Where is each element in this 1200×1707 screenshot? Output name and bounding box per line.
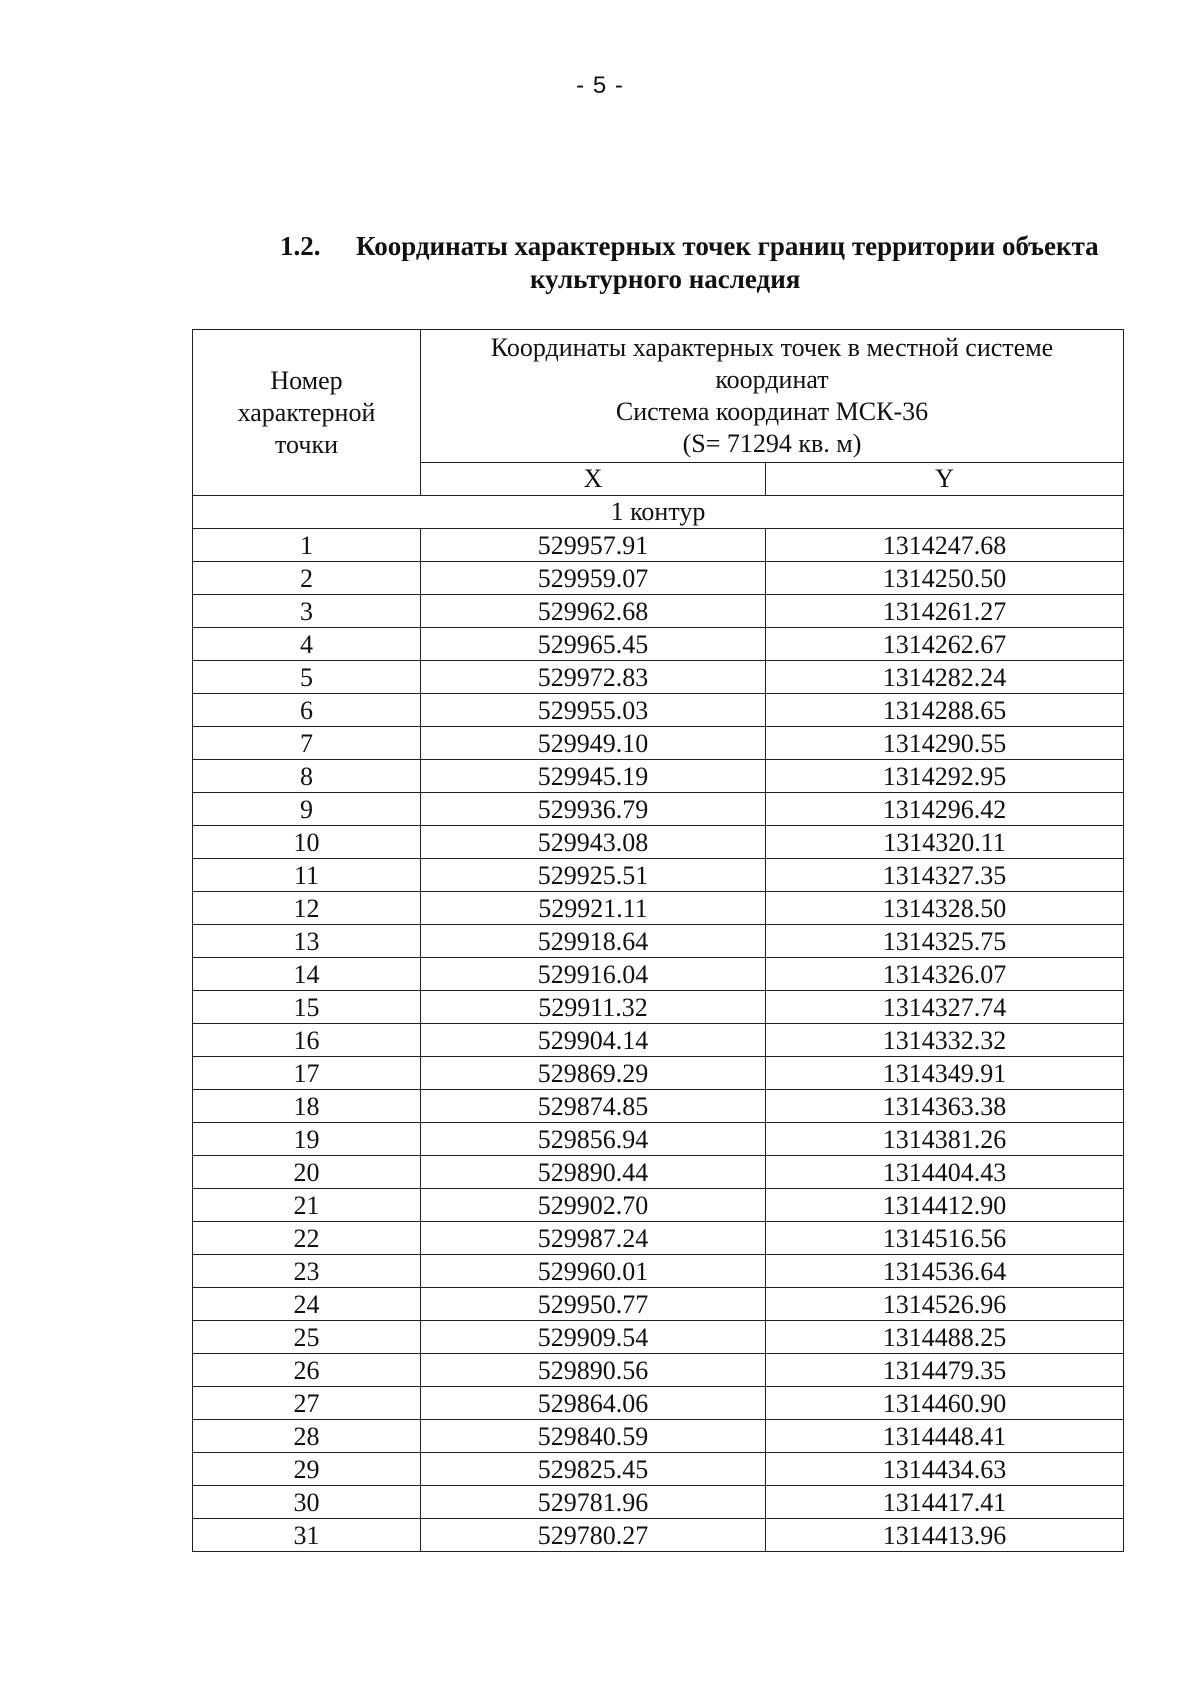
x-coordinate-cell: 529950.77: [421, 1288, 766, 1321]
coordinates-table: [192, 329, 1124, 1552]
point-number-cell: 26: [193, 1354, 421, 1387]
y-coordinate-cell: 1314325.75: [766, 925, 1124, 958]
point-number-cell: 21: [193, 1189, 421, 1222]
table-row: [193, 958, 1124, 991]
point-number-cell: 16: [193, 1024, 421, 1057]
point-number-cell: 23: [193, 1255, 421, 1288]
point-number-cell: 22: [193, 1222, 421, 1255]
x-coordinate-cell: 529949.10: [421, 727, 766, 760]
table-row: [193, 991, 1124, 1024]
x-coordinate-cell: 529890.56: [421, 1354, 766, 1387]
x-coordinate-cell: 529921.11: [421, 892, 766, 925]
coordinates-header-line: Координаты характерных точек в местной системе: [490, 333, 1054, 362]
point-number-cell: 13: [193, 925, 421, 958]
point-number-cell: 2: [193, 562, 421, 595]
page-number: - 5 -: [576, 72, 624, 99]
table-row: [193, 826, 1124, 859]
y-coordinate-cell: 1314320.11: [766, 826, 1124, 859]
coordinates-header-line: координат: [715, 365, 829, 394]
y-coordinate-cell: 1314479.35: [766, 1354, 1124, 1387]
contour-row: [193, 496, 1124, 529]
point-number-header-line: характерной: [237, 397, 376, 427]
point-number-cell: 31: [193, 1519, 421, 1552]
x-coordinate-cell: 529911.32: [421, 991, 766, 1024]
y-coordinate-cell: 1314516.56: [766, 1222, 1124, 1255]
table-row: [193, 727, 1124, 760]
y-coordinate-cell: 1314526.96: [766, 1288, 1124, 1321]
point-number-cell: 1: [193, 529, 421, 562]
point-number-cell: 30: [193, 1486, 421, 1519]
point-number-cell: 3: [193, 595, 421, 628]
table-row: [193, 1189, 1124, 1222]
x-coordinate-cell: 529825.45: [421, 1453, 766, 1486]
contour-label: 1 контур: [193, 496, 1124, 529]
y-coordinate-cell: 1314327.35: [766, 859, 1124, 892]
table-row: [193, 694, 1124, 727]
point-number-cell: 25: [193, 1321, 421, 1354]
y-coordinate-cell: 1314327.74: [766, 991, 1124, 1024]
y-coordinate-cell: 1314460.90: [766, 1387, 1124, 1420]
point-number-cell: 24: [193, 1288, 421, 1321]
table-row: [193, 1486, 1124, 1519]
table-row: [193, 1156, 1124, 1189]
point-number-cell: 4: [193, 628, 421, 661]
section-number: 1.2.: [280, 231, 321, 261]
table-row: [193, 1519, 1124, 1552]
x-coordinate-cell: 529925.51: [421, 859, 766, 892]
x-coordinate-cell: 529856.94: [421, 1123, 766, 1156]
point-number-cell: 10: [193, 826, 421, 859]
table-row: [193, 925, 1124, 958]
x-coordinate-cell: 529904.14: [421, 1024, 766, 1057]
table-row: [193, 1255, 1124, 1288]
table-row: [193, 562, 1124, 595]
y-coordinate-cell: 1314250.50: [766, 562, 1124, 595]
x-coordinate-cell: 529959.07: [421, 562, 766, 595]
point-number-cell: 9: [193, 793, 421, 826]
x-coordinate-cell: 529864.06: [421, 1387, 766, 1420]
x-coordinate-cell: 529874.85: [421, 1090, 766, 1123]
point-number-cell: 17: [193, 1057, 421, 1090]
x-coordinate-cell: 529902.70: [421, 1189, 766, 1222]
point-number-header-line: Номер: [270, 365, 343, 395]
point-number-cell: 8: [193, 760, 421, 793]
table-row: [193, 892, 1124, 925]
table-row: [193, 793, 1124, 826]
point-number-cell: 15: [193, 991, 421, 1024]
y-coordinate-cell: 1314326.07: [766, 958, 1124, 991]
y-coordinate-cell: 1314247.68: [766, 529, 1124, 562]
point-number-header-line: точки: [275, 429, 338, 459]
point-number-cell: 20: [193, 1156, 421, 1189]
y-coordinate-cell: 1314282.24: [766, 661, 1124, 694]
x-column-header: X: [421, 463, 766, 496]
coordinates-header-line: Система координат МСК-36: [615, 397, 929, 426]
table-row: [193, 1024, 1124, 1057]
x-coordinate-cell: 529943.08: [421, 826, 766, 859]
point-number-cell: 18: [193, 1090, 421, 1123]
x-coordinate-cell: 529962.68: [421, 595, 766, 628]
table-row: [193, 1222, 1124, 1255]
table-header-row: [193, 330, 1124, 463]
point-number-cell: 27: [193, 1387, 421, 1420]
point-number-cell: 11: [193, 859, 421, 892]
table-row: [193, 859, 1124, 892]
y-coordinate-cell: 1314434.63: [766, 1453, 1124, 1486]
x-coordinate-cell: 529960.01: [421, 1255, 766, 1288]
table-row: [193, 1057, 1124, 1090]
table-row: [193, 1288, 1124, 1321]
y-coordinate-cell: 1314290.55: [766, 727, 1124, 760]
table-row: [193, 1453, 1124, 1486]
table-row: [193, 628, 1124, 661]
table-row: [193, 1090, 1124, 1123]
table-row: [193, 1420, 1124, 1453]
section-title-part1: Координаты характерных точек границ территории объекта: [356, 231, 1099, 261]
point-number-header: [193, 330, 421, 496]
x-coordinate-cell: 529987.24: [421, 1222, 766, 1255]
x-coordinate-cell: 529965.45: [421, 628, 766, 661]
coordinates-table-body: [193, 330, 1124, 1552]
x-coordinate-cell: 529918.64: [421, 925, 766, 958]
table-row: [193, 1387, 1124, 1420]
x-coordinate-cell: 529909.54: [421, 1321, 766, 1354]
y-coordinate-cell: 1314288.65: [766, 694, 1124, 727]
y-coordinate-cell: 1314363.38: [766, 1090, 1124, 1123]
x-coordinate-cell: 529890.44: [421, 1156, 766, 1189]
x-coordinate-cell: 529780.27: [421, 1519, 766, 1552]
section-heading-line1: [280, 230, 1140, 263]
x-coordinate-cell: 529916.04: [421, 958, 766, 991]
x-coordinate-cell: 529957.91: [421, 529, 766, 562]
table-row: [193, 595, 1124, 628]
point-number-cell: 7: [193, 727, 421, 760]
point-number-cell: 12: [193, 892, 421, 925]
y-coordinate-cell: 1314417.41: [766, 1486, 1124, 1519]
x-coordinate-cell: 529936.79: [421, 793, 766, 826]
x-coordinate-cell: 529972.83: [421, 661, 766, 694]
y-coordinate-cell: 1314488.25: [766, 1321, 1124, 1354]
y-coordinate-cell: 1314448.41: [766, 1420, 1124, 1453]
y-coordinate-cell: 1314381.26: [766, 1123, 1124, 1156]
point-number-cell: 6: [193, 694, 421, 727]
table-row: [193, 760, 1124, 793]
y-coordinate-cell: 1314296.42: [766, 793, 1124, 826]
x-coordinate-cell: 529869.29: [421, 1057, 766, 1090]
point-number-cell: 19: [193, 1123, 421, 1156]
section-heading: [280, 230, 1140, 296]
x-coordinate-cell: 529955.03: [421, 694, 766, 727]
y-coordinate-cell: 1314413.96: [766, 1519, 1124, 1552]
point-number-cell: 14: [193, 958, 421, 991]
x-coordinate-cell: 529945.19: [421, 760, 766, 793]
y-coordinate-cell: 1314536.64: [766, 1255, 1124, 1288]
x-coordinate-cell: 529840.59: [421, 1420, 766, 1453]
y-coordinate-cell: 1314292.95: [766, 760, 1124, 793]
y-coordinate-cell: 1314412.90: [766, 1189, 1124, 1222]
coordinates-header: [421, 330, 1124, 463]
table-row: [193, 661, 1124, 694]
y-coordinate-cell: 1314404.43: [766, 1156, 1124, 1189]
point-number-cell: 29: [193, 1453, 421, 1486]
table-row: [193, 1123, 1124, 1156]
y-coordinate-cell: 1314328.50: [766, 892, 1124, 925]
x-coordinate-cell: 529781.96: [421, 1486, 766, 1519]
point-number-cell: 28: [193, 1420, 421, 1453]
table-row: [193, 529, 1124, 562]
table-row: [193, 1354, 1124, 1387]
y-column-header: Y: [766, 463, 1124, 496]
y-coordinate-cell: 1314349.91: [766, 1057, 1124, 1090]
point-number-cell: 5: [193, 661, 421, 694]
section-title-part2: культурного наследия: [530, 264, 801, 294]
y-coordinate-cell: 1314261.27: [766, 595, 1124, 628]
y-coordinate-cell: 1314332.32: [766, 1024, 1124, 1057]
table-row: [193, 1321, 1124, 1354]
y-coordinate-cell: 1314262.67: [766, 628, 1124, 661]
coordinates-header-line: (S= 71294 кв. м): [682, 429, 862, 458]
